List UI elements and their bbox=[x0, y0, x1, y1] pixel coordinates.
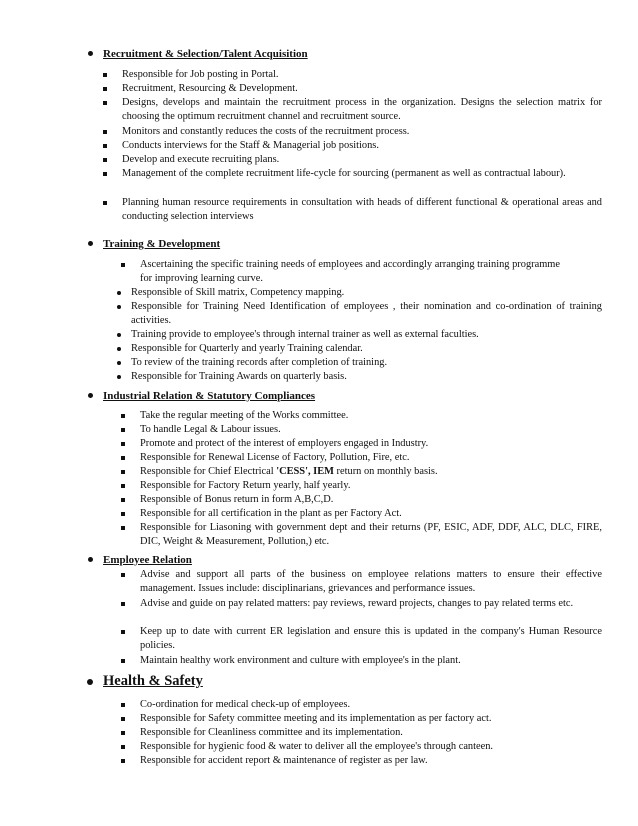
square-bullet-icon bbox=[103, 73, 107, 77]
list-item: To review of the training records after completion of training. bbox=[131, 356, 602, 370]
list-item: Responsible for Quarterly and yearly Training calendar. bbox=[131, 342, 602, 356]
list-item: Responsible for Chief Electrical 'CESS', IEM return on monthly basis. bbox=[140, 465, 602, 479]
square-bullet-icon bbox=[121, 745, 125, 749]
list-item: Responsible for Training Need Identification of employees , their nomination and co-ordination of training activities. bbox=[131, 300, 602, 329]
square-bullet-icon bbox=[121, 484, 125, 488]
square-bullet-icon bbox=[121, 731, 125, 735]
list-item: Keep up to date with current ER legislation and ensure this is updated in the company's Human Resource policies. bbox=[140, 625, 602, 654]
square-bullet-icon bbox=[121, 456, 125, 460]
list-item: Responsible of Bonus return in form A,B,C,D. bbox=[140, 493, 602, 507]
round-bullet-icon bbox=[117, 291, 121, 295]
section-heading: Health & Safety bbox=[103, 673, 203, 689]
list-item: To handle Legal & Labour issues. bbox=[140, 423, 602, 437]
list-item: Advise and support all parts of the business on employee relations matters to ensure their effective management. Issues include: disciplinarians, grievances and performance issues. bbox=[140, 568, 602, 597]
bullet-icon bbox=[88, 557, 93, 562]
section-heading: Industrial Relation & Statutory Compliances bbox=[103, 390, 316, 402]
square-bullet-icon bbox=[121, 659, 125, 663]
section-heading: Training & Development bbox=[103, 238, 221, 250]
list-item: Promote and protect of the interest of employers engaged in Industry. bbox=[140, 437, 602, 451]
bullet-icon bbox=[88, 241, 93, 246]
round-bullet-icon bbox=[117, 347, 121, 351]
list-item: Management of the complete recruitment life-cycle for sourcing (permanent as well as contractual labour). bbox=[122, 167, 602, 181]
square-bullet-icon bbox=[121, 526, 125, 530]
square-bullet-icon bbox=[121, 717, 125, 721]
list-item: Responsible for Safety committee meeting and its implementation as per factory act. bbox=[140, 712, 602, 726]
square-bullet-icon bbox=[121, 512, 125, 516]
list-item: Responsible for Cleanliness committee and its implementation. bbox=[140, 726, 602, 740]
list-item: Training provide to employee's through internal trainer as well as external faculties. bbox=[131, 328, 602, 342]
square-bullet-icon bbox=[121, 428, 125, 432]
square-bullet-icon bbox=[103, 201, 107, 205]
round-bullet-icon bbox=[117, 333, 121, 337]
square-bullet-icon bbox=[121, 573, 125, 577]
list-item: Responsible of Skill matrix, Competency mapping. bbox=[131, 286, 602, 300]
square-bullet-icon bbox=[103, 130, 107, 134]
list-item: Responsible for Training Awards on quarterly basis. bbox=[131, 370, 602, 384]
list-item: Responsible for accident report & maintenance of register as per law. bbox=[140, 754, 602, 768]
square-bullet-icon bbox=[121, 630, 125, 634]
round-bullet-icon bbox=[117, 375, 121, 379]
round-bullet-icon bbox=[117, 305, 121, 309]
square-bullet-icon bbox=[121, 263, 125, 267]
bullet-icon bbox=[87, 679, 93, 685]
square-bullet-icon bbox=[103, 158, 107, 162]
section-heading: Recruitment & Selection/Talent Acquisition bbox=[103, 48, 308, 60]
list-item: Responsible for hygienic food & water to deliver all the employee's through canteen. bbox=[140, 740, 602, 754]
list-item: Monitors and constantly reduces the costs of the recruitment process. bbox=[122, 125, 602, 139]
square-bullet-icon bbox=[121, 759, 125, 763]
list-item: Responsible for Job posting in Portal. bbox=[122, 68, 602, 82]
round-bullet-icon bbox=[117, 361, 121, 365]
bullet-icon bbox=[88, 51, 93, 56]
square-bullet-icon bbox=[103, 144, 107, 148]
list-item: Develop and execute recruiting plans. bbox=[122, 153, 602, 167]
list-item: Co-ordination for medical check-up of employees. bbox=[140, 698, 602, 712]
list-item: Recruitment, Resourcing & Development. bbox=[122, 82, 602, 96]
list-item: Responsible for all certification in the plant as per Factory Act. bbox=[140, 507, 602, 521]
list-item: Planning human resource requirements in consultation with heads of different functional & operational areas and conducting selection interviews bbox=[122, 196, 602, 225]
square-bullet-icon bbox=[121, 470, 125, 474]
list-item: Ascertaining the specific training needs of employees and accordingly arranging training programme for improving learning curve. bbox=[140, 258, 560, 287]
bullet-icon bbox=[88, 393, 93, 398]
square-bullet-icon bbox=[121, 498, 125, 502]
list-item: Responsible for Renewal License of Factory, Pollution, Fire, etc. bbox=[140, 451, 602, 465]
list-item: Conducts interviews for the Staff & Managerial job positions. bbox=[122, 139, 602, 153]
square-bullet-icon bbox=[121, 414, 125, 418]
square-bullet-icon bbox=[121, 703, 125, 707]
list-item: Designs, develops and maintain the recruitment process in the organization. Designs the selection matrix for choosing the optimum recruitment channel and recruitment source. bbox=[122, 96, 602, 125]
list-item: Responsible for Liasoning with government dept and their returns (PF, ESIC, ADF, DDF, ALC, DLC, FIRE, DIC, Weight & Measurement, Pollution,) etc. bbox=[140, 521, 602, 550]
square-bullet-icon bbox=[103, 172, 107, 176]
section-heading: Employee Relation bbox=[103, 554, 192, 566]
list-item: Take the regular meeting of the Works committee. bbox=[140, 409, 602, 423]
list-item: Maintain healthy work environment and culture with employee's in the plant. bbox=[140, 654, 602, 668]
square-bullet-icon bbox=[103, 87, 107, 91]
list-item: Responsible for Factory Return yearly, half yearly. bbox=[140, 479, 602, 493]
list-item: Advise and guide on pay related matters: pay reviews, reward projects, changes to pay related terms etc. bbox=[140, 597, 602, 611]
square-bullet-icon bbox=[103, 101, 107, 105]
square-bullet-icon bbox=[121, 602, 125, 606]
square-bullet-icon bbox=[121, 442, 125, 446]
